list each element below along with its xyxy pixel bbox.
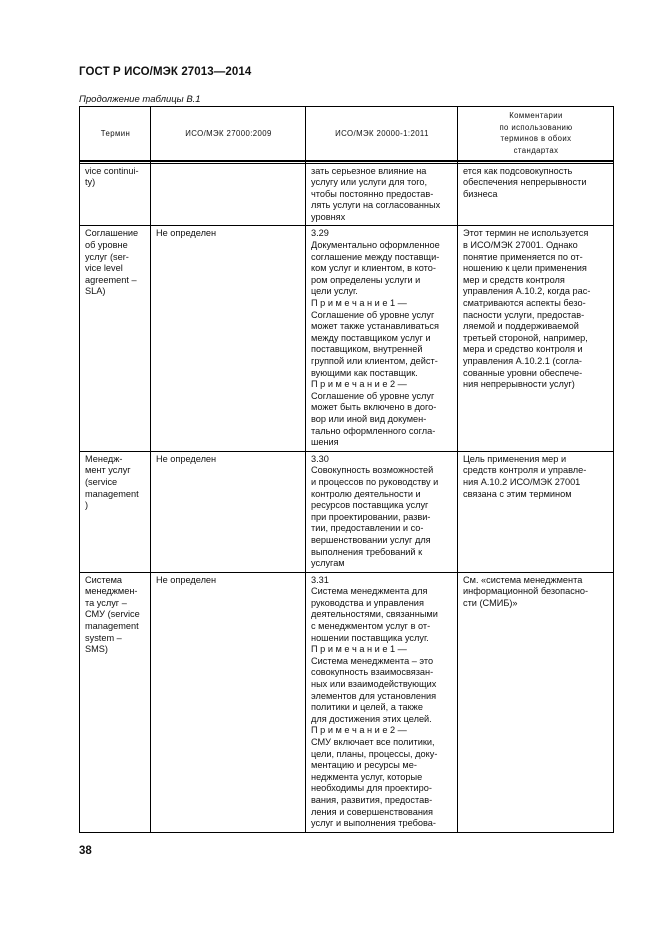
cell-comment: Цель применения мер и средств контроля и управле- ния А.10.2 ИСО/МЭК 27001 связана с этим термином bbox=[458, 451, 614, 572]
table-row bbox=[80, 572, 614, 832]
cell-term: Система менеджмен- та услуг – СМУ (service management system – SMS) bbox=[80, 572, 151, 832]
cell-term: Соглашение об уровне услуг (ser- vice level agreement – SLA) bbox=[80, 226, 151, 451]
cell-term: Менедж- мент услуг (service management ) bbox=[80, 451, 151, 572]
cell-term: vice continui- ty) bbox=[80, 163, 151, 226]
cell-iso27000: Не определен bbox=[151, 572, 306, 832]
cell-comment: См. «система менеджмента информационной безопасно- сти (СМИБ)» bbox=[458, 572, 614, 832]
cell-comment: ется как подсовокупность обеспечения непрерывности бизнеса bbox=[458, 163, 614, 226]
document-title: ГОСТ Р ИСО/МЭК 27013—2014 bbox=[79, 66, 252, 78]
cell-iso20000: 3.31 Система менеджмента для руководства и управления деятельностями, связанными с менеджментом услуг в от- ношении поставщика услуг. П р и м е ч а н и е 1 — Система менеджмента – это совокупность взаимосвязан- ных или взаимодействующих элементов для установления политики и целей, а также для достижения этих целей. П р и м е ч а н и е 2 — СМУ включает все политики, цели, планы, процессы, доку- ментацию и ресурсы ме- неджмента услуг, которые необходимы для проектиро- вания, развития, предостав- ления и совершенствования услуг и выполнения требова- bbox=[306, 572, 458, 832]
cell-iso20000: зать серьезное влияние на услугу или услуги для того, чтобы постоянно предостав- лять услуги на согласованных уровнях bbox=[306, 163, 458, 226]
table-row bbox=[80, 226, 614, 451]
page-number: 38 bbox=[79, 845, 92, 857]
col-header-iso20000: ИСО/МЭК 20000-1:2011 bbox=[306, 107, 458, 161]
table-row bbox=[80, 451, 614, 572]
terms-table bbox=[79, 106, 614, 833]
cell-iso27000: Не определен bbox=[151, 451, 306, 572]
cell-comment: Этот термин не используется в ИСО/МЭК 27001. Однако понятие применяется по от- ношению к цели применения мер и средств контроля управления А.10.2, когда рас- сматриваются аспекты безо- пасности услуги, предостав- ляемой и поддерживаемой третьей стороной, например, мера и средство контроля и управления А.10.2.1 (согла- сованные уровни обеспече- ния непрерывности услуг) bbox=[458, 226, 614, 451]
col-header-term: Термин bbox=[80, 107, 151, 161]
cell-iso20000: 3.29 Документально оформленное соглашение между поставщи- ком услуг и клиентом, в кото- ром определены услуги и цели услуг. П р и м е ч а н и е 1 — Соглашение об уровне услуг может также устанавливаться между поставщиком услуг и поставщиком, внутренней группой или клиентом, дейст- вующими как поставщик. П р и м е ч а н и е 2 — Соглашение об уровне услуг может быть включено в дого- вор или иной вид докумен- тально оформленного согла- шения bbox=[306, 226, 458, 451]
table-row bbox=[80, 163, 614, 226]
col-header-comment: Комментарии по использованию терминов в обоих стандартах bbox=[458, 107, 614, 161]
table-header-row bbox=[80, 107, 614, 161]
table-caption: Продолжение таблицы В.1 bbox=[79, 94, 201, 105]
cell-iso27000: Не определен bbox=[151, 226, 306, 451]
cell-iso20000: 3.30 Совокупность возможностей и процессов по руководству и контролю деятельности и ресурсов поставщика услуг при проектировании, разви- тии, предоставлении и со- вершенствовании услуг для выполнения требований к услугам bbox=[306, 451, 458, 572]
cell-iso27000 bbox=[151, 163, 306, 226]
col-header-iso27000: ИСО/МЭК 27000:2009 bbox=[151, 107, 306, 161]
